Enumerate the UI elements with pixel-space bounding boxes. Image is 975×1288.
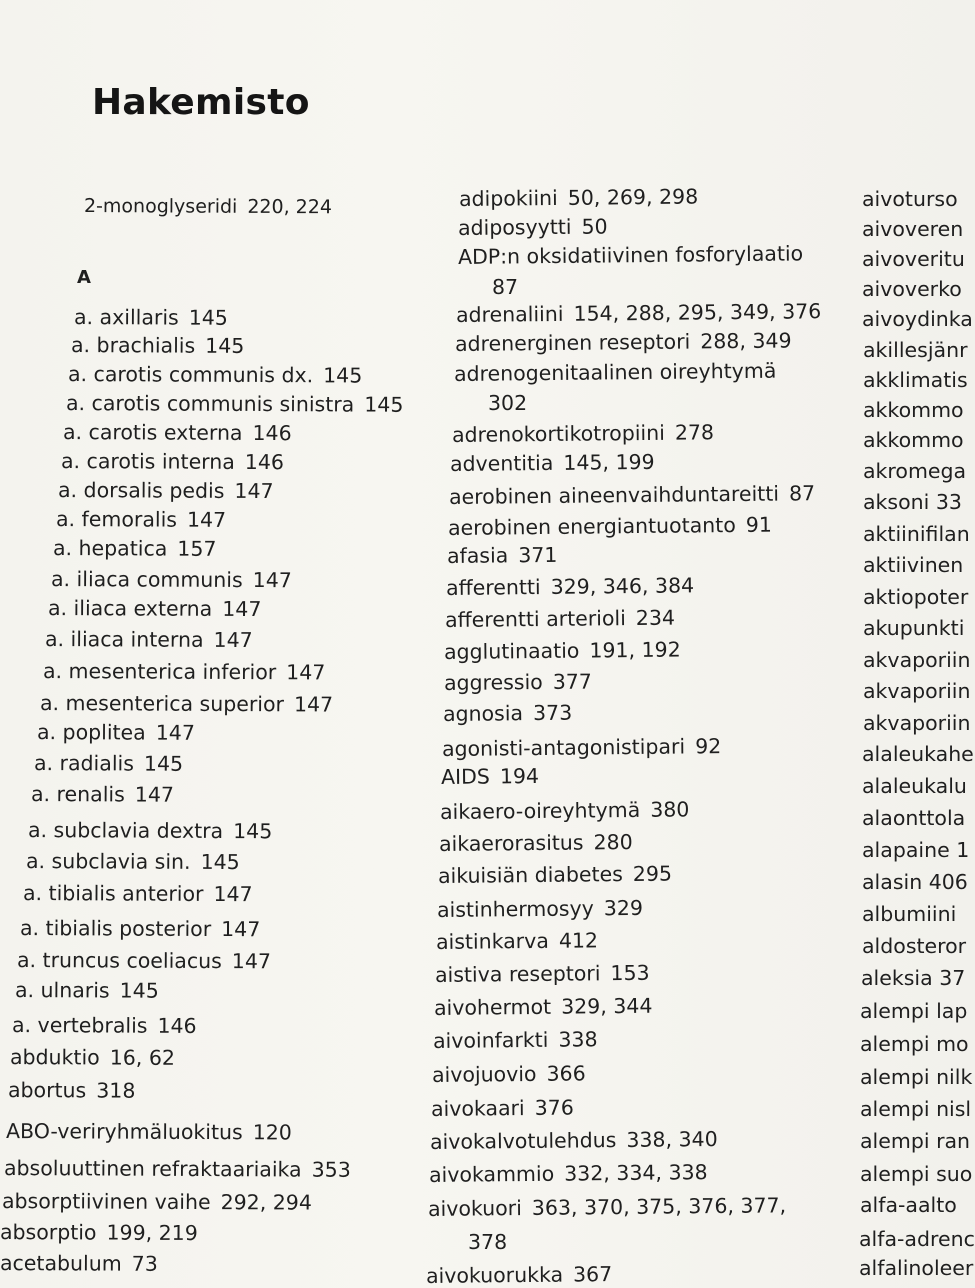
entry-pages: 87	[789, 481, 815, 505]
entry-pages: 288, 349	[700, 328, 792, 353]
entry-term: alempi mo	[860, 1032, 969, 1056]
index-entry	[863, 492, 962, 513]
index-entry	[863, 430, 964, 451]
entry-pages: 278	[675, 420, 714, 444]
entry-pages: 147	[156, 721, 195, 745]
entry-term: alaonttola	[862, 806, 965, 830]
index-entry	[863, 400, 964, 421]
index-entry	[863, 713, 971, 734]
index-entry	[860, 1164, 972, 1185]
entry-term: aivoverko	[862, 277, 962, 301]
entry-term: aivojuovio	[432, 1062, 537, 1087]
entry-term: aistinhermosyy	[437, 896, 594, 922]
entry-term: a. carotis communis dx.	[68, 362, 313, 387]
entry-pages: 376	[535, 1096, 574, 1120]
entry-pages: 353	[312, 1158, 351, 1182]
entry-pages: 194	[500, 764, 539, 788]
entry-pages-continuation: 378	[468, 1232, 507, 1253]
entry-pages: 295	[633, 862, 672, 886]
entry-pages: 153	[610, 961, 649, 985]
entry-pages: 147	[234, 479, 273, 503]
entry-term: a. mesenterica inferior	[43, 659, 276, 684]
entry-pages: 191, 192	[589, 638, 681, 663]
entry-term: absoluuttinen refraktaariaika	[4, 1156, 302, 1182]
entry-term: aksoni 33	[863, 490, 962, 514]
entry-pages: 366	[546, 1061, 585, 1085]
entry-pages: 147	[286, 660, 325, 684]
index-entry	[859, 1229, 975, 1250]
entry-pages: 147	[253, 568, 292, 592]
entry-term: afasia	[447, 543, 509, 568]
entry-pages: 145	[323, 363, 362, 387]
entry-term: adiposyytti	[458, 215, 572, 240]
entry-pages: 377	[553, 669, 592, 693]
entry-term: a. carotis interna	[61, 449, 235, 474]
entry-pages: 145, 199	[563, 450, 655, 475]
entry-term: akupunkti	[863, 616, 964, 640]
entry-pages: 145	[201, 850, 240, 874]
index-entry	[863, 618, 964, 639]
entry-pages: 292, 294	[221, 1190, 312, 1214]
entry-pages: 147	[221, 917, 260, 941]
entry-term: aktiopoter	[863, 585, 968, 609]
entry-term: aikaero-oireyhtymä	[440, 798, 641, 824]
entry-term: aleksia 37	[861, 966, 965, 990]
entry-term: aivokaari	[431, 1096, 525, 1121]
entry-term: alempi lap	[860, 999, 967, 1023]
entry-term: akvaporiin	[863, 648, 971, 672]
entry-term: akvaporiin	[863, 711, 971, 735]
index-entry	[863, 461, 966, 482]
entry-term: 2-monoglyseridi	[84, 195, 237, 218]
entry-term: adrenaliini	[456, 302, 564, 327]
entry-term: alapaine 1	[862, 838, 969, 862]
entry-term: a. renalis	[31, 782, 125, 806]
entry-pages: 147	[135, 783, 174, 807]
index-entry	[860, 1195, 957, 1216]
entry-term: aivokammio	[429, 1162, 554, 1187]
index-entry	[862, 744, 974, 765]
entry-pages: 318	[96, 1078, 135, 1102]
entry-term: a. iliaca communis	[51, 567, 243, 592]
entry-pages: 147	[213, 882, 252, 906]
entry-term: alempi ran	[860, 1129, 970, 1153]
entry-pages: 147	[294, 692, 333, 716]
entry-term: a. subclavia dextra	[28, 818, 223, 843]
index-entry	[862, 936, 966, 957]
entry-term: aerobinen energiantuotanto	[448, 513, 736, 540]
entry-pages: 147	[222, 597, 261, 621]
entry-pages: 120	[253, 1120, 292, 1144]
entry-term: a. carotis communis sinistra	[66, 391, 354, 417]
entry-pages: 154, 288, 295, 349, 376	[573, 299, 821, 326]
entry-term: adventitia	[450, 451, 554, 476]
entry-pages: 16, 62	[110, 1046, 175, 1070]
entry-term: acetabulum	[0, 1251, 122, 1276]
entry-pages: 146	[252, 421, 291, 445]
entry-term: a. axillaris	[74, 305, 179, 330]
index-entry	[861, 968, 965, 989]
entry-pages: 145	[144, 752, 183, 776]
entry-pages: 338, 340	[626, 1127, 718, 1152]
entry-pages: 412	[559, 928, 598, 952]
entry-term: akkommo	[863, 398, 964, 422]
index-entry	[863, 681, 971, 702]
entry-pages: 146	[157, 1014, 196, 1038]
entry-term: alaleukahe	[862, 742, 974, 766]
entry-pages: 363, 370, 375, 376, 377,	[532, 1193, 787, 1220]
entry-pages: 91	[746, 513, 772, 537]
index-entry	[862, 872, 968, 893]
entry-term: adipokiini	[459, 186, 558, 211]
entry-term: a. mesenterica superior	[40, 691, 284, 716]
entry-term: aktiivinen	[863, 553, 963, 577]
index-entry	[860, 1034, 969, 1055]
entry-term: alempi suo	[860, 1162, 972, 1186]
entry-term: albumiini	[862, 902, 956, 926]
index-entry	[860, 1099, 971, 1120]
entry-term: alaleukalu	[862, 774, 967, 798]
entry-term: a. ulnaris	[15, 978, 110, 1002]
entry-term: akkommo	[863, 428, 964, 452]
index-entry	[862, 840, 969, 861]
entry-term: alfa-adrenc	[859, 1227, 975, 1251]
entry-term: akromega	[863, 459, 966, 483]
entry-term: akillesjänr	[863, 338, 968, 362]
entry-term: adrenogenitaalinen oireyhtymä	[454, 359, 777, 386]
entry-pages: 147	[213, 628, 252, 652]
entry-pages: 92	[695, 734, 721, 758]
entry-term: aivoydinka	[862, 307, 973, 331]
entry-pages: 145	[364, 393, 403, 417]
entry-term: agnosia	[443, 701, 523, 726]
entry-term: a. iliaca externa	[48, 596, 212, 621]
index-entry	[859, 1258, 973, 1279]
entry-pages-continuation: 87	[492, 277, 518, 298]
page-title: Hakemisto	[92, 82, 310, 123]
entry-term: akklimatis	[863, 368, 968, 392]
entry-term: a. brachialis	[71, 333, 195, 358]
entry-term: absorptiivinen vaihe	[2, 1189, 211, 1214]
entry-term: a. poplitea	[37, 720, 146, 745]
entry-term: alempi nilk	[860, 1065, 972, 1089]
entry-term: aivoveren	[862, 217, 963, 241]
index-entry	[863, 587, 968, 608]
entry-pages: 373	[533, 701, 572, 725]
entry-term: a. radialis	[34, 751, 134, 776]
entry-term: alempi nisl	[860, 1097, 971, 1121]
entry-pages: 367	[573, 1262, 612, 1286]
entry-term: aldosteror	[862, 934, 966, 958]
entry-pages: 280	[593, 830, 632, 854]
entry-pages: 145	[205, 334, 244, 358]
index-entry	[862, 279, 962, 300]
entry-pages: 199, 219	[106, 1221, 197, 1245]
entry-term: agglutinaatio	[444, 639, 580, 664]
index-entry	[862, 309, 973, 330]
entry-term: aikaerorasitus	[439, 830, 584, 856]
entry-term: abduktio	[10, 1045, 100, 1069]
index-entry	[863, 340, 968, 361]
entry-pages: 329, 344	[561, 994, 653, 1019]
entry-pages: 157	[177, 537, 216, 561]
entry-pages: 50, 269, 298	[568, 184, 699, 209]
entry-term: aivohermot	[434, 995, 551, 1020]
index-entry	[860, 1067, 972, 1088]
entry-pages: 147	[187, 508, 226, 532]
entry-pages: 329, 346, 384	[551, 573, 695, 599]
index-entry	[862, 189, 958, 210]
entry-pages: 380	[650, 797, 689, 821]
index-entry	[860, 1131, 970, 1152]
entry-term: afferentti arterioli	[445, 606, 626, 632]
entry-pages: 50	[581, 214, 607, 238]
entry-term: aistiva reseptori	[435, 961, 601, 987]
entry-pages: 220, 224	[247, 196, 332, 218]
index-entry	[863, 370, 968, 391]
entry-pages-continuation: 302	[488, 393, 527, 414]
entry-term: absorptio	[0, 1220, 97, 1245]
entry-term: aivoinfarkti	[433, 1028, 549, 1053]
entry-term: akvaporiin	[863, 679, 971, 703]
entry-term: alasin 406	[862, 870, 968, 894]
entry-pages: 332, 334, 338	[564, 1160, 708, 1186]
entry-term: a. tibialis posterior	[20, 916, 211, 941]
entry-term: a. subclavia sin.	[26, 849, 191, 874]
index-entry	[862, 904, 956, 925]
entry-pages: 338	[558, 1027, 597, 1051]
entry-pages: 147	[232, 949, 271, 973]
entry-pages: 371	[518, 543, 557, 567]
entry-term: ABO-veriryhmäluokitus	[6, 1119, 243, 1144]
entry-term: adrenerginen reseptori	[455, 330, 691, 356]
entry-term: a. carotis externa	[63, 420, 243, 445]
entry-pages: 145	[189, 306, 228, 330]
entry-term: aerobinen aineenvaihduntareitti	[449, 482, 779, 509]
entry-term: aikuisiän diabetes	[438, 862, 623, 888]
entry-term: alfa-aalto	[860, 1193, 957, 1217]
entry-pages: 234	[636, 606, 675, 630]
entry-term: aistinkarva	[436, 929, 549, 954]
entry-term: a. vertebralis	[12, 1013, 148, 1038]
entry-term: aivokuorukka	[426, 1263, 563, 1288]
entry-term: abortus	[8, 1078, 86, 1102]
index-entry	[862, 249, 965, 270]
index-entry	[862, 776, 967, 797]
index-entry	[863, 650, 971, 671]
index-entry	[860, 1001, 967, 1022]
entry-term: ADP:n oksidatiivinen fosforylaatio	[458, 241, 803, 269]
entry-term: a. hepatica	[53, 536, 167, 561]
index-entry	[863, 555, 963, 576]
entry-term: aivoturso	[862, 187, 958, 211]
entry-term: a. femoralis	[56, 507, 177, 532]
entry-term: afferentti	[446, 575, 541, 600]
entry-pages: 145	[233, 819, 272, 843]
entry-term: aivoveritu	[862, 247, 965, 271]
entry-pages: 329	[604, 896, 643, 920]
entry-term: a. dorsalis pedis	[58, 478, 225, 503]
entry-pages: 145	[120, 979, 159, 1003]
index-entry	[862, 808, 965, 829]
entry-term: alfalinoleer	[859, 1256, 973, 1280]
entry-term: aivokuori	[428, 1196, 522, 1221]
entry-term: aktiinifilan	[863, 522, 970, 546]
entry-term: adrenokortikotropiini	[452, 421, 665, 447]
entry-pages: 146	[245, 450, 284, 474]
index-entry	[862, 219, 963, 240]
entry-term: AIDS	[441, 764, 490, 789]
entry-term: agonisti-antagonistipari	[442, 734, 685, 761]
entry-term: a. iliaca interna	[45, 627, 204, 652]
entry-pages: 73	[132, 1252, 158, 1276]
index-entry	[863, 524, 970, 545]
entry-term: aivokalvotulehdus	[430, 1128, 617, 1154]
section-letter: A	[77, 267, 91, 288]
entry-term: a. tibialis anterior	[23, 881, 204, 906]
entry-term: aggressio	[444, 670, 543, 695]
entry-term: a. truncus coeliacus	[17, 948, 222, 973]
